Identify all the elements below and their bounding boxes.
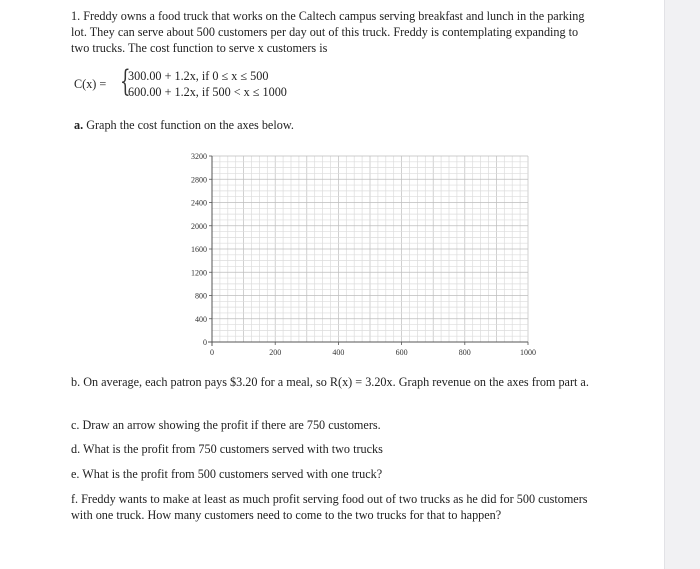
right-margin-panel [664,0,700,569]
y-tick-label: 0 [203,338,207,347]
y-tick-label: 2400 [191,198,207,208]
x-tick-label: 600 [395,348,408,357]
part-a-text: Graph the cost function on the axes below. [86,118,294,132]
y-tick-label: 800 [195,291,207,301]
y-tick-label: 2000 [191,221,207,231]
formula-case-1: 300.00 + 1.2x, if 0 ≤ x ≤ 500 [128,69,269,83]
x-tick-label: 0 [210,348,214,357]
x-tick-label: 200 [269,348,282,357]
y-tick-label: 1200 [191,268,207,278]
question-1-text: 1. Freddy owns a food truck that works on the Caltech campus serving breakfast and lunch in the parking lot. They can serve about 500 customers per day out of this truck. Freddy is contemplating expanding to two trucks. The cost function to serve x customers is [71,9,585,55]
part-c-text: c. Draw an arrow showing the profit if there are 750 customers. [71,418,381,432]
part-f-text: f. Freddy wants to make at least as much profit serving food out of two trucks as he did for 500 customers with one truck. How many customers need to come to the two trucks for that to happen? [71,492,588,522]
y-tick-label: 3200 [191,152,207,161]
y-tick-label: 1600 [191,245,207,254]
x-tick-label: 800 [458,348,471,357]
formula-lhs: C(x) = [74,77,107,91]
y-tick-label: 400 [195,314,207,324]
formula-brace: { [120,64,131,99]
formula-case-2: 600.00 + 1.2x, if 500 < x ≤ 1000 [128,85,287,99]
part-e-text: e. What is the profit from 500 customers served with one truck? [71,467,383,481]
part-b-text: b. On average, each patron pays $3.20 for a meal, so R(x) = 3.20x. Graph revenue on the axes from part a. [71,375,589,389]
blank-graph-axes [180,148,550,360]
y-tick-label: 2800 [191,175,207,185]
part-d-text: d. What is the profit from 750 customers served with two trucks [71,442,383,456]
part-a [74,118,294,133]
x-tick-label: 400 [332,348,345,357]
part-a-label: a. [74,118,84,132]
x-tick-label: 1000 [520,348,536,357]
